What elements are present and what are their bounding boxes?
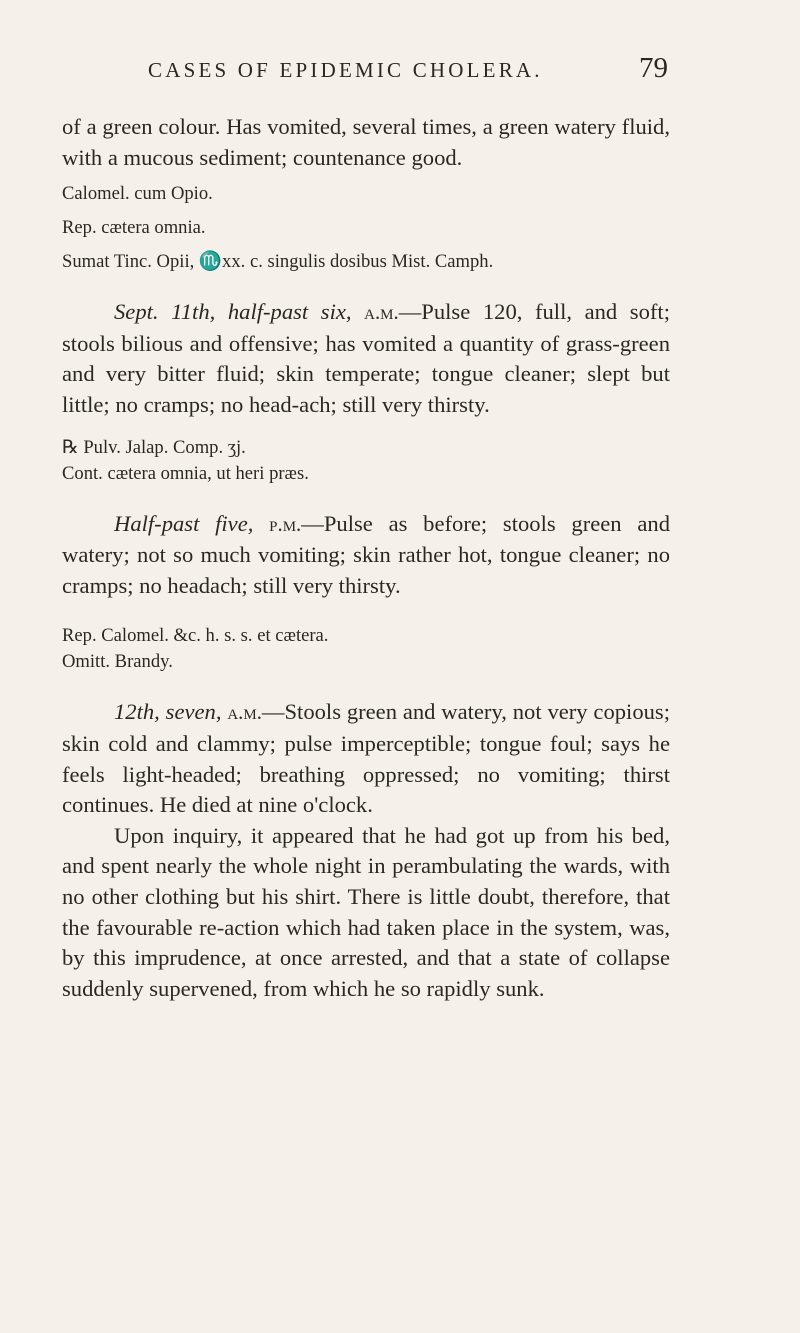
prescription-line: ℞ Pulv. Jalap. Comp. ʒj. (62, 436, 246, 458)
entry-date: Sept. 11th, half-past six, (114, 299, 352, 325)
prescription-line: Calomel. cum Opio. (62, 183, 213, 205)
entry-date: Half-past five, (114, 510, 254, 536)
prescription-line: Omitt. Brandy. (62, 651, 173, 673)
prescription-line: Rep. cætera omnia. (62, 217, 206, 239)
running-head: CASES OF EPIDEMIC CHOLERA. (148, 58, 543, 82)
entry-text: —Pulse as before; stools green and watery; not so much vomiting; skin rather hot, tongue cleaner; no cramps; no headach; still very thirsty. (62, 510, 670, 598)
paragraph-inquiry: Upon inquiry, it appeared that he had got up from his bed, and spent nearly the whole night in perambulating the wards, with no other clothing but his shirt. There is little doubt, therefore, that the favourable re-action which had taken place in the system, was, by this imprudence, at once arrested, and that a state of collapse suddenly supervened, from which he so rapidly sunk. (62, 822, 670, 1001)
prescription-line: Cont. cætera omnia, ut heri præs. (62, 462, 309, 484)
entry-time: a.m. (227, 701, 262, 725)
entry-date: 12th, seven, (114, 699, 222, 725)
page-header (0, 52, 800, 92)
entry-text: —Pulse 120, full, and soft; stools bilious and offensive; has vomited a quantity of grass-green and very bitter fluid; skin temperate; tongue cleaner; slept but little; no cramps; no head-ach; still very thirsty. (62, 299, 670, 417)
paragraph-continued: of a green colour. Has vomited, several times, a green watery fluid, with a mucous sediment; countenance good. (62, 114, 670, 170)
entry-text: —Stools green and watery, not very copious; skin cold and clammy; pulse imperceptible; tongue foul; says he feels light-headed; breathing oppressed; no vomiting; thirst continues. He died at nine o'clock. (62, 699, 670, 818)
paragraph-12th (62, 697, 670, 820)
prescription-line: Rep. Calomel. &c. h. s. s. et cætera. (62, 625, 329, 647)
prescription-line: Sumat Tinc. Opii, ♏xx. c. singulis dosibus Mist. Camph. (62, 251, 494, 273)
entry-time: a.m. (364, 301, 399, 325)
entry-time: p.m. (269, 512, 302, 536)
paragraph-sept-11 (62, 297, 670, 420)
paragraph-half-past-five (62, 509, 670, 602)
page-body (62, 112, 670, 1004)
page-number: 79 (639, 52, 668, 84)
